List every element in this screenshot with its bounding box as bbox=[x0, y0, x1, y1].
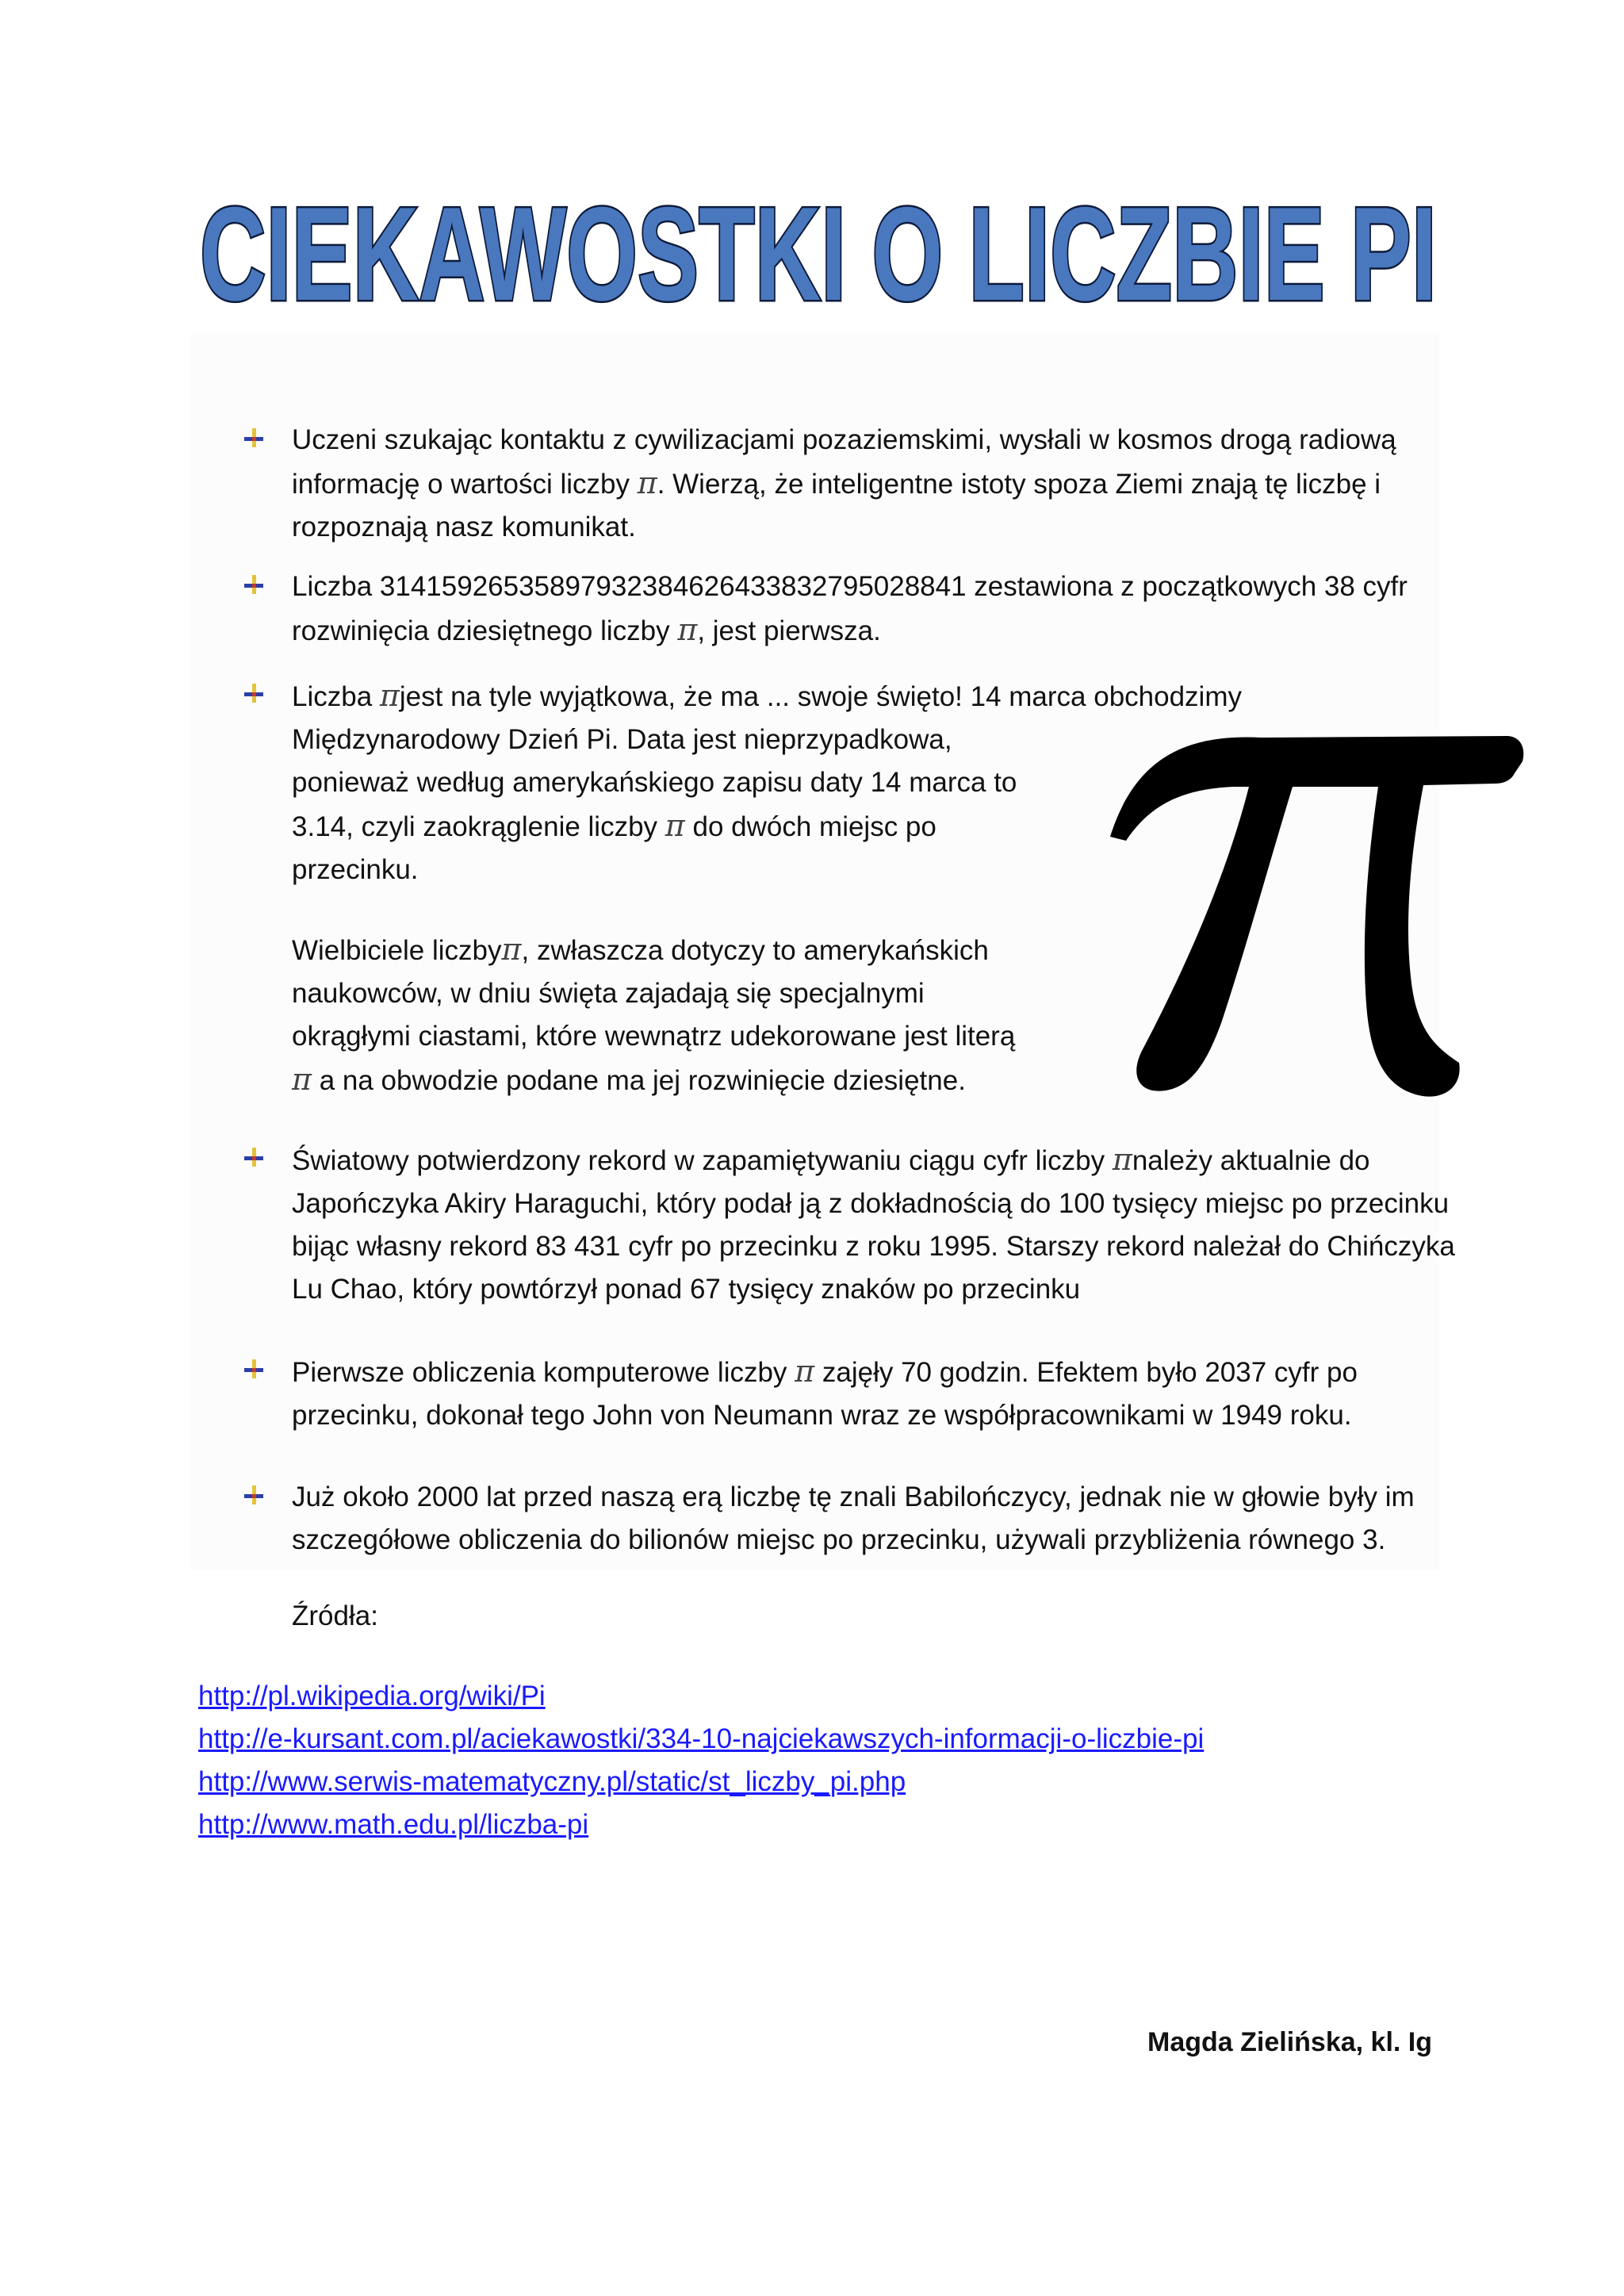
text-span: , jest pierwsza. bbox=[697, 615, 881, 646]
text-line: Liczba 31415926535897932384626433832795028841 zestawiona z początkowych 38 cyfr bbox=[292, 571, 1408, 602]
sources-label: Źródła: bbox=[292, 1600, 378, 1631]
text-span: jest na tyle wyjątkowa, że ma ... swoje święto! 14 marca obchodzimy bbox=[399, 681, 1242, 712]
text-span: a na obwodzie podane ma jej rozwinięcie dziesiętne. bbox=[311, 1065, 966, 1096]
text-line bbox=[292, 674, 1242, 719]
text-span: Liczba bbox=[292, 681, 380, 712]
source-link-serwis-matematyczny[interactable]: http://www.serwis-matematyczny.pl/static/st_liczby_pi.php bbox=[198, 1766, 906, 1797]
pi-symbol: π bbox=[795, 1354, 815, 1389]
text-line: szczegółowe obliczenia do bilionów miejsc po przecinku, używali przybliżenia równego 3. bbox=[292, 1524, 1386, 1555]
pi-symbol: π bbox=[637, 466, 657, 500]
source-link-wikipedia[interactable]: http://pl.wikipedia.org/wiki/Pi bbox=[198, 1681, 546, 1711]
sources-list bbox=[198, 1675, 1204, 1846]
text-span: Światowy potwierdzony rekord w zapamiętywaniu ciągu cyfr liczby bbox=[292, 1145, 1113, 1176]
text-line: przecinku, dokonał tego John von Neumann wraz ze współpracownikami w 1949 roku. bbox=[292, 1400, 1352, 1431]
text-span: rozwinięcia dziesiętnego liczby bbox=[292, 615, 678, 646]
text-span: , zwłaszcza dotyczy to amerykańskich bbox=[521, 935, 989, 966]
pi-symbol: π bbox=[677, 612, 698, 647]
fact-paragraph-2 bbox=[292, 565, 1408, 653]
text-span: Wielbiciele liczby bbox=[292, 935, 502, 966]
pi-symbol-icon bbox=[1063, 714, 1530, 1110]
pi-symbol: π bbox=[379, 678, 400, 713]
text-line: naukowców, w dniu święta zajadają się specjalnymi bbox=[292, 978, 925, 1009]
text-line: Lu Chao, który powtórzył ponad 67 tysięcy znaków po przecinku bbox=[292, 1274, 1081, 1305]
text-line: bijąc własny rekord 83 431 cyfr po przecinku z roku 1995. Starszy rekord należał do Chińczyka bbox=[292, 1231, 1455, 1262]
bullet-icon bbox=[243, 1146, 265, 1168]
text-line: Uczeni szukając kontaktu z cywilizacjami pozaziemskimi, wysłali w kosmos drogą radiową bbox=[292, 424, 1396, 455]
text-line bbox=[292, 608, 1408, 653]
text-span: Pierwsze obliczenia komputerowe liczby bbox=[292, 1357, 795, 1388]
text-span: do dwóch miejsc po bbox=[684, 811, 936, 842]
fact-paragraph-7 bbox=[292, 1476, 1415, 1562]
bullet-icon bbox=[243, 682, 265, 704]
bullet-icon bbox=[243, 1484, 265, 1506]
pi-symbol: π bbox=[292, 1062, 312, 1097]
text-line bbox=[292, 1350, 1358, 1394]
text-line: ponieważ według amerykańskiego zapisu daty 14 marca to bbox=[292, 767, 1017, 798]
text-line: Już około 2000 lat przed naszą erą liczbę tę znali Babilończycy, jednak nie w głowie były im bbox=[292, 1481, 1415, 1512]
text-line bbox=[292, 462, 1396, 506]
bullet-icon bbox=[243, 1358, 265, 1380]
source-link-e-kursant[interactable]: http://e-kursant.com.pl/aciekawostki/334-10-najciekawszych-informacji-o-liczbie-pi bbox=[198, 1723, 1205, 1754]
fact-paragraph-4 bbox=[292, 928, 1015, 1102]
text-line bbox=[292, 1058, 1015, 1102]
pi-symbol: π bbox=[1112, 1142, 1132, 1177]
text-span: informację o wartości liczby bbox=[292, 469, 638, 500]
text-line: rozpoznają nasz komunikat. bbox=[292, 512, 636, 542]
fact-paragraph-1 bbox=[292, 419, 1396, 549]
bullet-icon bbox=[243, 573, 265, 596]
text-line: okrągłymi ciastami, które wewnątrz udekorowane jest literą bbox=[292, 1021, 1016, 1052]
text-line: Japończyka Akiry Haraguchi, który podał ją z dokładnością do 100 tysięcy miejsc po przecinku bbox=[292, 1188, 1450, 1219]
text-span: zajęły 70 godzin. Efektem było 2037 cyfr po bbox=[814, 1357, 1358, 1388]
pi-symbol: π bbox=[665, 808, 685, 843]
text-span: . Wierzą, że inteligentne istoty spoza Ziemi znają tę liczbę i bbox=[657, 469, 1381, 500]
text-line bbox=[292, 928, 1015, 972]
source-link-math-edu[interactable]: http://www.math.edu.pl/liczba-pi bbox=[198, 1809, 589, 1840]
author-signature: Magda Zielińska, kl. Ig bbox=[1147, 2027, 1432, 2057]
text-span: należy aktualnie do bbox=[1132, 1145, 1370, 1176]
text-span: 3.14, czyli zaokrąglenie liczby bbox=[292, 811, 665, 842]
fact-paragraph-6 bbox=[292, 1350, 1358, 1437]
pi-symbol: π bbox=[501, 932, 522, 967]
text-line: przecinku. bbox=[292, 854, 419, 885]
bullet-icon bbox=[243, 427, 265, 449]
fact-paragraph-5 bbox=[292, 1138, 1455, 1311]
text-line bbox=[292, 1138, 1455, 1182]
page-title-text: CIEKAWOSTKI O LICZBIE PI bbox=[200, 181, 1437, 324]
page-title bbox=[184, 181, 1453, 324]
text-line: Międzynarodowy Dzień Pi. Data jest nieprzypadkowa, bbox=[292, 724, 952, 755]
